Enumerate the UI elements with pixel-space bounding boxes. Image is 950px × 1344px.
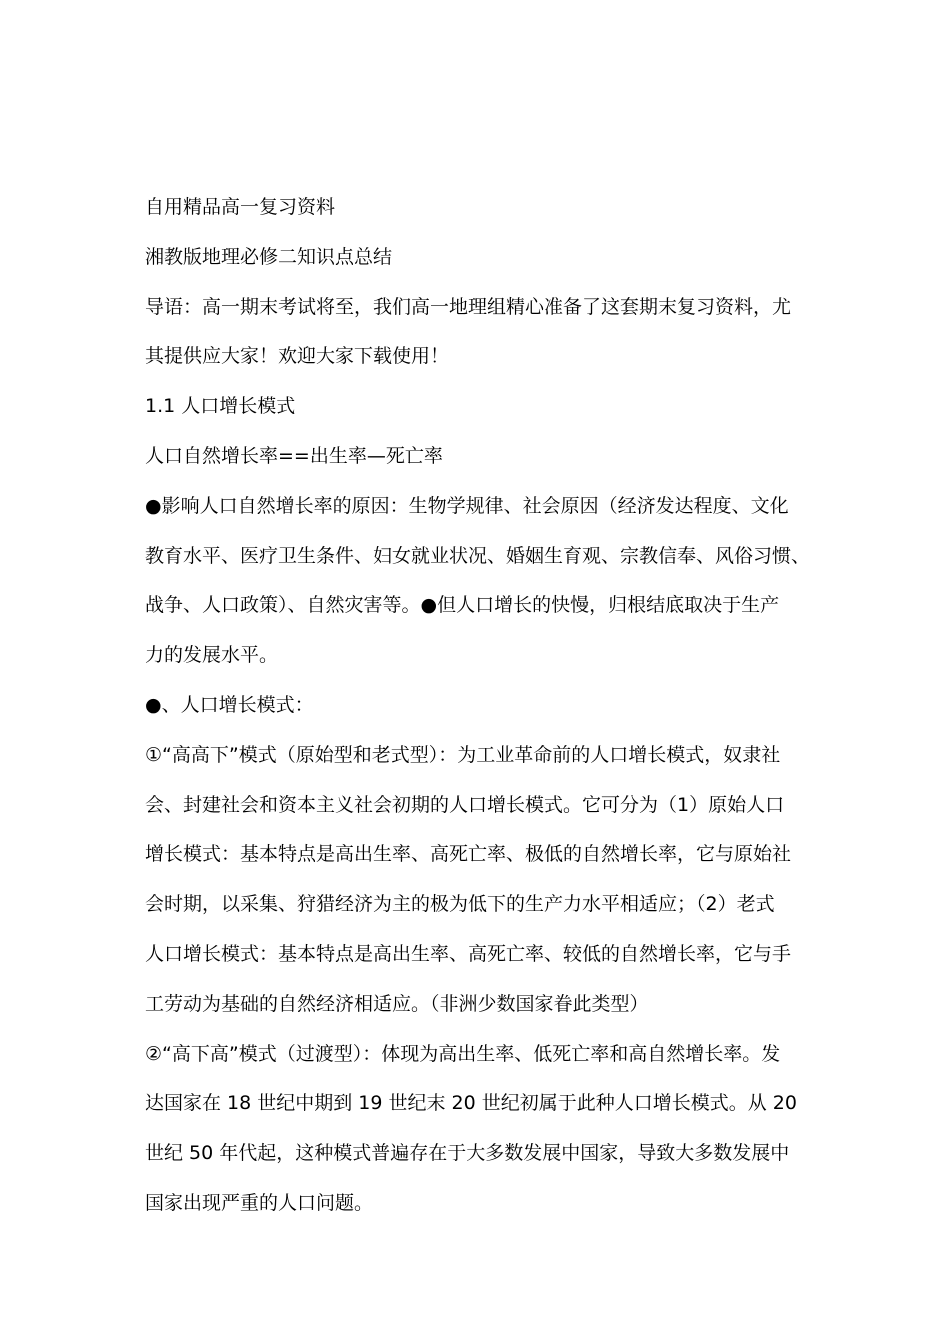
- intro-line-1: 导语：高一期末考试将至，我们高一地理组精心准备了这套期末复习资料，尤: [145, 295, 792, 318]
- intro-line-2: 其提供应大家！欢迎大家下载使用！: [145, 345, 450, 368]
- mode1-line-1: ①“高高下”模式（原始型和老式型）：为工业革命前的人口增长模式，奴隶社: [145, 743, 781, 766]
- document-title: 湘教版地理必修二知识点总结: [145, 245, 393, 268]
- factors-line-4: 力的发展水平。: [145, 644, 279, 667]
- mode1-line-3: 增长模式：基本特点是高出生率、高死亡率、极低的自然增长率，它与原始社: [145, 843, 792, 866]
- document-header: 自用精品高一复习资料: [145, 196, 336, 218]
- mode2-line-4: 国家出现严重的人口问题。: [145, 1191, 374, 1214]
- mode1-line-4: 会时期，以采集、狩猎经济为主的极为低下的生产力水平相适应；（2）老式: [145, 893, 775, 916]
- section-heading: 1.1 人口增长模式: [145, 395, 296, 418]
- factors-line-1: ●影响人口自然增长率的原因：生物学规律、社会原因（经济发达程度、文化: [145, 494, 789, 517]
- mode2-line-3: 世纪 50 年代起，这种模式普遍存在于大多数发展中国家，导致大多数发展中: [145, 1142, 790, 1165]
- document-body: [145, 183, 810, 1229]
- factors-line-3: 战争、人口政策）、自然灾害等。●但人口增长的快慢，归根结底取决于生产: [145, 594, 780, 617]
- mode2-line-1: ②“高下高”模式（过渡型）：体现为高出生率、低死亡率和高自然增长率。发: [145, 1042, 781, 1065]
- modes-heading: ●、人口增长模式：: [145, 693, 314, 716]
- formula-line: 人口自然增长率==出生率—死亡率: [145, 444, 443, 467]
- mode2-line-2: 达国家在 18 世纪中期到 19 世纪末 20 世纪初属于此种人口增长模式。从 20: [145, 1092, 797, 1115]
- mode1-line-5: 人口增长模式：基本特点是高出生率、高死亡率、较低的自然增长率，它与手: [145, 942, 792, 965]
- mode1-line-6: 工劳动为基础的自然经济相适应。（非洲少数国家眷此类型）: [145, 992, 649, 1015]
- factors-line-2: 教育水平、医疗卫生条件、妇女就业状况、婚姻生育观、宗教信奉、风俗习惯、: [145, 544, 811, 567]
- mode1-line-2: 会、封建社会和资本主义社会初期的人口增长模式。它可分为（1）原始人口: [145, 793, 785, 816]
